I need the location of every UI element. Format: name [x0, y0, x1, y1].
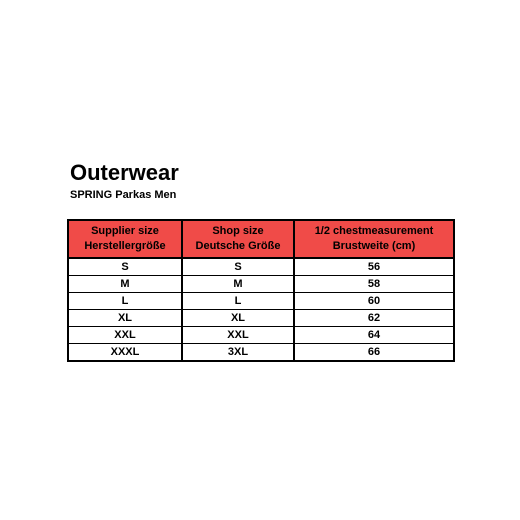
table-row — [68, 258, 454, 276]
cell-chest-cm: 58 — [294, 276, 454, 293]
header-label-en: Supplier size — [91, 225, 159, 237]
table-row — [68, 276, 454, 293]
table-row — [68, 327, 454, 344]
header-label-de: Herstellergröße — [84, 240, 166, 252]
header-chest-measurement — [294, 220, 454, 258]
table-row — [68, 293, 454, 310]
cell-shop-size: 3XL — [182, 344, 294, 362]
page-subtitle: SPRING Parkas Men — [70, 189, 177, 201]
cell-chest-cm: 64 — [294, 327, 454, 344]
size-chart-table — [67, 219, 455, 362]
cell-chest-cm: 66 — [294, 344, 454, 362]
cell-supplier-size: M — [68, 276, 182, 293]
cell-shop-size: M — [182, 276, 294, 293]
cell-supplier-size: XL — [68, 310, 182, 327]
header-label-de: Brustweite (cm) — [332, 240, 416, 252]
header-label-de: Deutsche Größe — [195, 240, 281, 252]
header-supplier-size — [68, 220, 182, 258]
cell-shop-size: L — [182, 293, 294, 310]
header-shop-size — [182, 220, 294, 258]
header-label-en: 1/2 chestmeasurement — [314, 225, 434, 237]
page-title: Outerwear — [70, 160, 179, 185]
table-row — [68, 344, 454, 362]
cell-shop-size: XXL — [182, 327, 294, 344]
cell-supplier-size: L — [68, 293, 182, 310]
cell-chest-cm: 60 — [294, 293, 454, 310]
cell-supplier-size: S — [68, 258, 182, 276]
cell-shop-size: S — [182, 258, 294, 276]
cell-supplier-size: XXXL — [68, 344, 182, 362]
cell-shop-size: XL — [182, 310, 294, 327]
table-header-row — [68, 220, 454, 258]
cell-chest-cm: 62 — [294, 310, 454, 327]
header-label-en: Shop size — [212, 225, 264, 237]
table-row — [68, 310, 454, 327]
cell-supplier-size: XXL — [68, 327, 182, 344]
cell-chest-cm: 56 — [294, 258, 454, 276]
